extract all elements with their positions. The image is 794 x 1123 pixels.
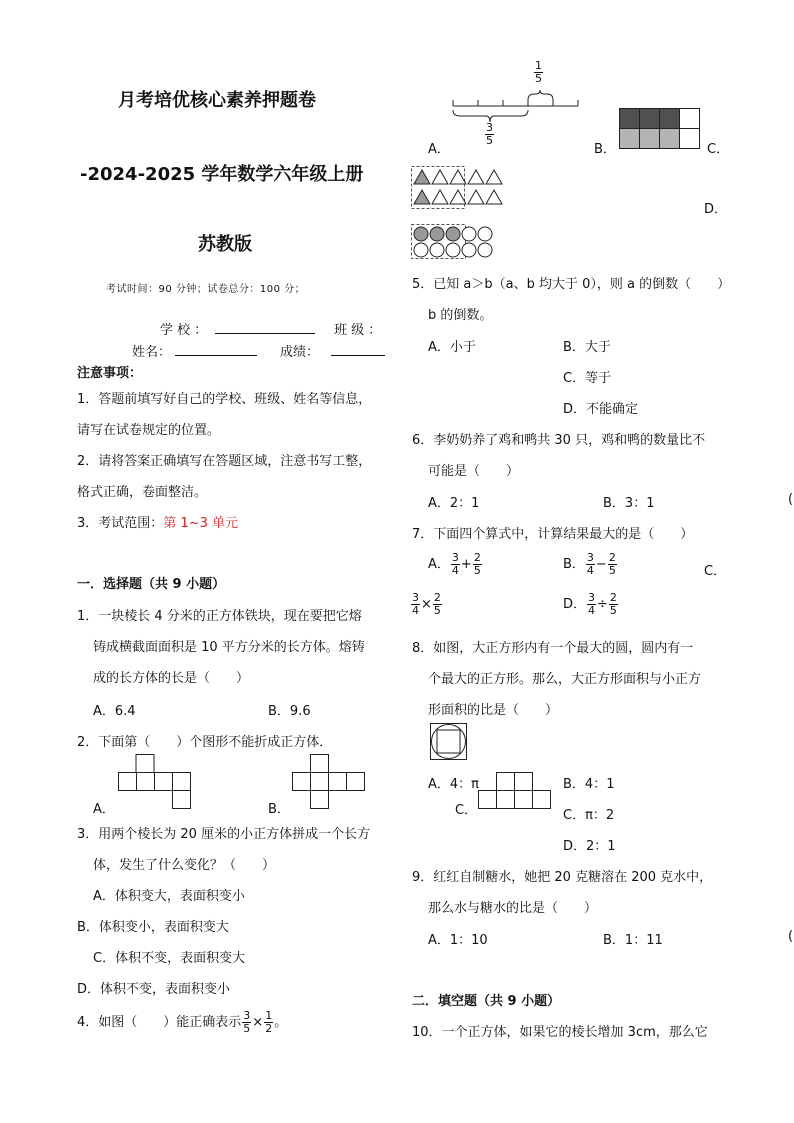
score-field[interactable] <box>280 341 385 360</box>
q2-net-c-figure <box>478 772 554 812</box>
q4-grid-figure <box>619 108 701 152</box>
q7-option-b[interactable] <box>563 552 618 577</box>
q7-stem: 7．下面四个算式中，计算结果最大的是（ ） <box>412 527 694 542</box>
q2-net-b-figure <box>292 754 368 812</box>
q1-option-a[interactable]: A．6.4 <box>93 704 136 719</box>
q4-option-c[interactable]: C． <box>707 142 730 157</box>
q4-f1-num: 3 <box>243 1009 251 1022</box>
q4-top-num: 1 <box>535 59 542 72</box>
q4-f2-den: 2 <box>265 1022 273 1035</box>
q8-option-b[interactable]: B．4：1 <box>563 777 615 792</box>
q4-stem-pre: 4．如图（ ）能正确表示 <box>77 1015 242 1030</box>
q9-line2: 那么水与糖水的比是（ ） <box>428 901 598 916</box>
name-blank[interactable] <box>175 343 257 356</box>
notes-heading: 注意事项： <box>77 366 143 381</box>
q7-d-op: ÷ <box>597 597 608 612</box>
q4-bottom-num: 3 <box>486 121 493 134</box>
q4-times: × <box>252 1015 264 1030</box>
note-1b: 请写在试卷规定的位置。 <box>77 423 221 438</box>
q10-line1: 10．一个正方体，如果它的棱长增加 3cm，那么它 <box>412 1025 708 1040</box>
q4-fraction-2 <box>264 1010 273 1035</box>
q7-a-f1n: 3 <box>451 551 459 564</box>
q6-line2: 可能是（ ） <box>428 464 520 479</box>
q3-option-b[interactable]: B．体积变小，表面积变大 <box>77 920 229 935</box>
q7-a-op: + <box>460 557 472 572</box>
q4-option-a[interactable]: A． <box>428 142 450 157</box>
q5-option-c[interactable]: C．等于 <box>563 371 612 386</box>
q7-b-f1d: 4 <box>586 564 594 577</box>
q4-option-d[interactable]: D． <box>704 202 728 217</box>
q1-line2: 铸成横截面面积是 10 平方分米的长方体。熔铸 <box>93 640 365 655</box>
title-line-2: -2024-2025 学年数学六年级上册 <box>80 164 364 185</box>
q3-line1: 3．用两个棱长为 20 厘米的小正方体拼成一个长方 <box>77 827 371 842</box>
q9-option-a[interactable]: A．1：10 <box>428 933 488 948</box>
q7-b-label: B． <box>563 557 585 572</box>
note-3-prefix: 3．考试范围： <box>77 516 164 531</box>
note-2b: 格式正确，卷面整洁。 <box>77 485 208 500</box>
q8-option-c[interactable]: C．π：2 <box>563 808 615 823</box>
title-line-3: 苏教版 <box>198 234 252 255</box>
note-1a: 1．答题前填写好自己的学校、班级、姓名等信息， <box>77 392 372 407</box>
q4-fraction-1 <box>242 1010 251 1035</box>
q5-option-d[interactable]: D．不能确定 <box>563 402 639 417</box>
q7-b-f2n: 2 <box>608 551 616 564</box>
note-2a: 2．请将答案正确填写在答题区域，注意书写工整， <box>77 454 372 469</box>
q4-number-line-figure <box>450 90 582 124</box>
q1-line1: 1．一块棱长 4 分米的正方体铁块，现在要把它熔 <box>77 609 362 624</box>
q1-option-b[interactable]: B．9.6 <box>268 704 311 719</box>
q6-option-b[interactable]: B．3：1 <box>603 496 655 511</box>
q1-line3: 成的长方体的长是（ ） <box>93 671 250 686</box>
q9-line1: 9．红红自制糖水，她把 20 克糖溶在 200 克水中， <box>412 870 713 885</box>
q8-line1: 8．如图，大正方形内有一个最大的圆，圆内有一 <box>412 641 694 656</box>
note-3 <box>77 512 238 531</box>
q4-stem <box>77 1010 287 1035</box>
q7-d-f1d: 4 <box>588 604 596 617</box>
q2-option-c[interactable]: C． <box>455 803 478 818</box>
q5-line2: b 的倒数。 <box>428 308 493 323</box>
q4-bottom-fraction <box>484 122 495 147</box>
q6-cut-paren: ( <box>788 492 794 507</box>
name-label: 姓名： <box>132 345 172 360</box>
school-label: 学 校 ： <box>160 323 208 338</box>
q7-option-c[interactable]: C． <box>704 564 727 579</box>
q9-cut-paren: ( <box>788 929 794 944</box>
school-field[interactable] <box>160 319 315 338</box>
q7-d-f2d: 5 <box>609 604 617 617</box>
q7-c-f2d: 5 <box>433 604 441 617</box>
q3-option-c[interactable]: C．体积不变，表面积变大 <box>93 951 246 966</box>
q7-c-f1n: 3 <box>412 591 419 604</box>
q3-option-a[interactable]: A．体积变大，表面积变小 <box>93 889 245 904</box>
q4-f1-den: 5 <box>243 1022 251 1035</box>
q4-triangles-figure <box>410 165 512 211</box>
q6-line1: 6．李奶奶养了鸡和鸭共 30 只，鸡和鸭的数量比不 <box>412 433 706 448</box>
q2-option-a[interactable]: A． <box>93 802 115 817</box>
q8-option-d[interactable]: D．2：1 <box>563 839 616 854</box>
name-field[interactable] <box>132 341 257 360</box>
q8-option-a[interactable]: A．4：π <box>428 777 479 792</box>
q7-option-c-expr[interactable] <box>410 592 443 617</box>
q7-d-label: D． <box>563 597 587 612</box>
q8-line2: 个最大的正方形。那么，大正方形面积与小正方 <box>428 672 702 687</box>
section1-heading: 一．选择题（共 9 小题） <box>77 577 226 592</box>
score-blank[interactable] <box>331 343 385 356</box>
q7-a-label: A． <box>428 557 450 572</box>
q7-b-f1n: 3 <box>586 551 594 564</box>
q5-option-a[interactable]: A．小于 <box>428 340 476 355</box>
q6-option-a[interactable]: A．2：1 <box>428 496 480 511</box>
q7-b-op: − <box>595 557 607 572</box>
q7-d-f2n: 2 <box>609 591 617 604</box>
q7-c-f1d: 4 <box>412 604 419 617</box>
q4-circles-figure <box>410 223 500 261</box>
q7-c-op: × <box>421 597 432 612</box>
q8-square-circle-figure <box>429 722 469 762</box>
title-line-1: 月考培优核心素养押题卷 <box>118 90 316 111</box>
q8-line3: 形面积的比是（ ） <box>428 703 559 718</box>
q7-a-f1d: 4 <box>451 564 459 577</box>
q7-c-f2n: 2 <box>433 591 441 604</box>
q4-f2-num: 1 <box>265 1009 273 1022</box>
q4-top-fraction <box>533 60 544 85</box>
q7-option-d[interactable] <box>563 592 619 617</box>
q4-option-b[interactable]: B． <box>594 142 616 157</box>
class-label: 班 级 ： <box>334 323 382 338</box>
q7-option-a[interactable] <box>428 552 483 577</box>
q5-option-b[interactable]: B．大于 <box>563 340 611 355</box>
q3-option-d[interactable]: D．体积不变，表面积变小 <box>77 982 231 997</box>
q2-net-a-figure <box>118 754 194 812</box>
q9-option-b[interactable]: B．1：11 <box>603 933 663 948</box>
q5-line1: 5．已知 a＞b（a、b 均大于 0），则 a 的倒数（ ） <box>412 277 731 292</box>
section2-heading: 二．填空题（共 9 小题） <box>412 994 561 1009</box>
q7-a-f2d: 5 <box>473 564 481 577</box>
q7-d-f1n: 3 <box>588 591 596 604</box>
school-blank[interactable] <box>215 321 315 334</box>
q4-bottom-den: 5 <box>486 134 493 147</box>
q2-stem: 2．下面第（ ）个图形不能折成正方体． <box>77 735 333 750</box>
exam-info: 考试时间：90 分钟；试卷总分：100 分； <box>106 284 306 295</box>
score-label: 成绩： <box>280 345 320 360</box>
q3-line2: 体，发生了什么变化？（ ） <box>93 858 276 873</box>
q4-stem-post: 。 <box>274 1015 288 1030</box>
exam-range: 第 1~3 单元 <box>163 516 238 531</box>
q7-a-f2n: 2 <box>473 551 481 564</box>
q4-top-den: 5 <box>535 72 542 85</box>
q2-option-b[interactable]: B． <box>268 802 290 817</box>
q7-b-f2d: 5 <box>608 564 616 577</box>
